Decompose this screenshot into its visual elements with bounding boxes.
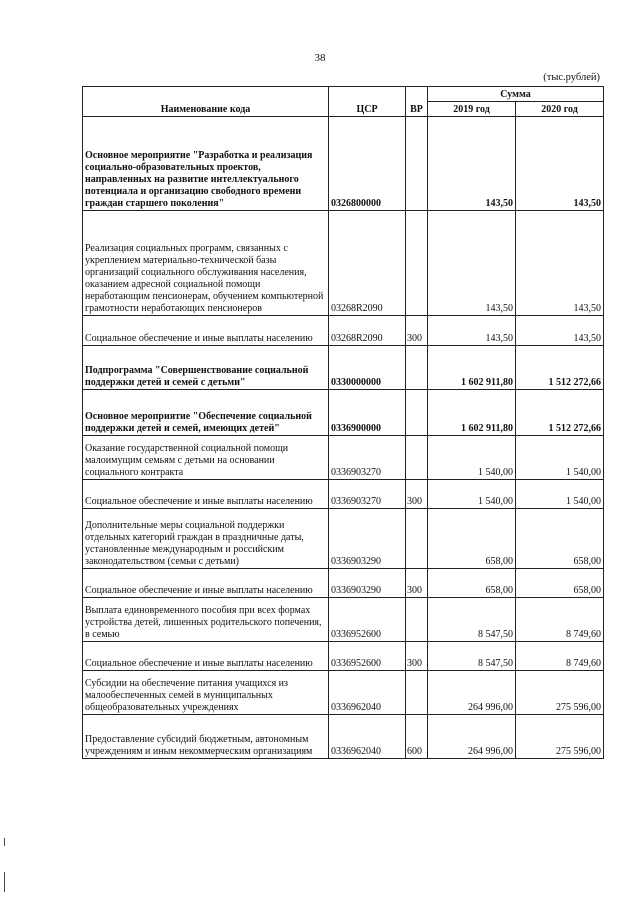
row-name: Субсидии на обеспечение питания учащихся из малообеспеченных семей в муниципальных общеобразовательных учреждениях (83, 671, 329, 715)
row-name: Оказание государственной социальной помощи малоимущим семьям с детьми на основании социального контракта (83, 436, 329, 480)
row-2019: 1 602 911,80 (428, 390, 516, 436)
row-csr: 0326800000 (329, 117, 406, 211)
row-2020: 658,00 (516, 569, 604, 598)
row-vr (406, 509, 428, 569)
row-name: Социальное обеспечение и иные выплаты населению (83, 642, 329, 671)
row-csr: 0336903290 (329, 569, 406, 598)
row-2019: 658,00 (428, 509, 516, 569)
table-row (83, 390, 604, 436)
row-vr (406, 117, 428, 211)
header-sum: Сумма (428, 87, 604, 102)
row-vr: 300 (406, 480, 428, 509)
table-row (83, 509, 604, 569)
row-name: Социальное обеспечение и иные выплаты населению (83, 316, 329, 346)
table-row (83, 569, 604, 598)
page-number: 38 (314, 52, 326, 64)
budget-table (82, 86, 604, 759)
header-2019: 2019 год (428, 102, 516, 117)
row-2019: 264 996,00 (428, 715, 516, 759)
table-row (83, 642, 604, 671)
row-csr: 03268R2090 (329, 211, 406, 316)
row-2020: 143,50 (516, 117, 604, 211)
row-csr: 0336903270 (329, 480, 406, 509)
row-csr: 0336962040 (329, 671, 406, 715)
row-vr (406, 436, 428, 480)
row-2019: 1 540,00 (428, 480, 516, 509)
row-2020: 1 512 272,66 (516, 346, 604, 390)
row-2019: 8 547,50 (428, 642, 516, 671)
binding-mark (4, 838, 5, 846)
row-name: Предоставление субсидий бюджетным, автономным учреждениям и иным некоммерческим организациям (83, 715, 329, 759)
row-name: Основное мероприятие "Разработка и реализация социально-образовательных проектов, направленных на развитие интеллектуального потенциала и организацию свободного времени граждан старшего поколения" (83, 117, 329, 211)
header-2020: 2020 год (516, 102, 604, 117)
table-row (83, 480, 604, 509)
row-2020: 275 596,00 (516, 715, 604, 759)
table-row (83, 211, 604, 316)
table-row (83, 671, 604, 715)
row-csr: 0336952600 (329, 598, 406, 642)
row-vr (406, 346, 428, 390)
row-2019: 143,50 (428, 211, 516, 316)
row-2020: 143,50 (516, 211, 604, 316)
row-vr (406, 671, 428, 715)
row-2019: 658,00 (428, 569, 516, 598)
row-vr (406, 390, 428, 436)
table-row (83, 346, 604, 390)
row-2019: 143,50 (428, 117, 516, 211)
table-row (83, 436, 604, 480)
row-csr: 0336962040 (329, 715, 406, 759)
row-name: Дополнительные меры социальной поддержки отдельных категорий граждан в праздничные даты, установленные международным и российским законодательством (семьи с детьми) (83, 509, 329, 569)
header-name: Наименование кода (83, 87, 329, 117)
row-2019: 264 996,00 (428, 671, 516, 715)
row-csr: 03268R2090 (329, 316, 406, 346)
binding-mark (4, 872, 5, 892)
row-2020: 275 596,00 (516, 671, 604, 715)
table-row (83, 316, 604, 346)
row-csr: 0336903270 (329, 436, 406, 480)
row-vr: 300 (406, 642, 428, 671)
row-2020: 1 540,00 (516, 480, 604, 509)
header-csr: ЦСР (329, 87, 406, 117)
row-2020: 1 540,00 (516, 436, 604, 480)
row-vr: 300 (406, 316, 428, 346)
row-csr: 0336952600 (329, 642, 406, 671)
row-2020: 1 512 272,66 (516, 390, 604, 436)
row-name: Реализация социальных программ, связанных с укреплением материально-технической базы организаций социального обслуживания населения, оказанием адресной социальной помощи неработающим пенсионерам, обучением компьютерной грамотности неработающих пенсионеров (83, 211, 329, 316)
row-2020: 658,00 (516, 509, 604, 569)
row-2019: 8 547,50 (428, 598, 516, 642)
row-2020: 8 749,60 (516, 598, 604, 642)
row-2020: 8 749,60 (516, 642, 604, 671)
row-name: Основное мероприятие "Обеспечение социальной поддержки детей и семей, имеющих детей" (83, 390, 329, 436)
row-vr (406, 598, 428, 642)
row-2020: 143,50 (516, 316, 604, 346)
row-vr: 300 (406, 569, 428, 598)
row-2019: 143,50 (428, 316, 516, 346)
row-vr: 600 (406, 715, 428, 759)
row-csr: 0330000000 (329, 346, 406, 390)
row-name: Социальное обеспечение и иные выплаты населению (83, 569, 329, 598)
row-vr (406, 211, 428, 316)
table-row (83, 117, 604, 211)
units-label: (тыс.рублей) (543, 72, 600, 83)
table-row (83, 715, 604, 759)
table-row (83, 598, 604, 642)
row-name: Социальное обеспечение и иные выплаты населению (83, 480, 329, 509)
row-name: Выплата единовременного пособия при всех формах устройства детей, лишенных родительского попечения, в семью (83, 598, 329, 642)
row-csr: 0336903290 (329, 509, 406, 569)
row-name: Подпрограмма "Совершенствование социальной поддержки детей и семей с детьми" (83, 346, 329, 390)
row-2019: 1 602 911,80 (428, 346, 516, 390)
row-csr: 0336900000 (329, 390, 406, 436)
header-vr: ВР (406, 87, 428, 117)
row-2019: 1 540,00 (428, 436, 516, 480)
